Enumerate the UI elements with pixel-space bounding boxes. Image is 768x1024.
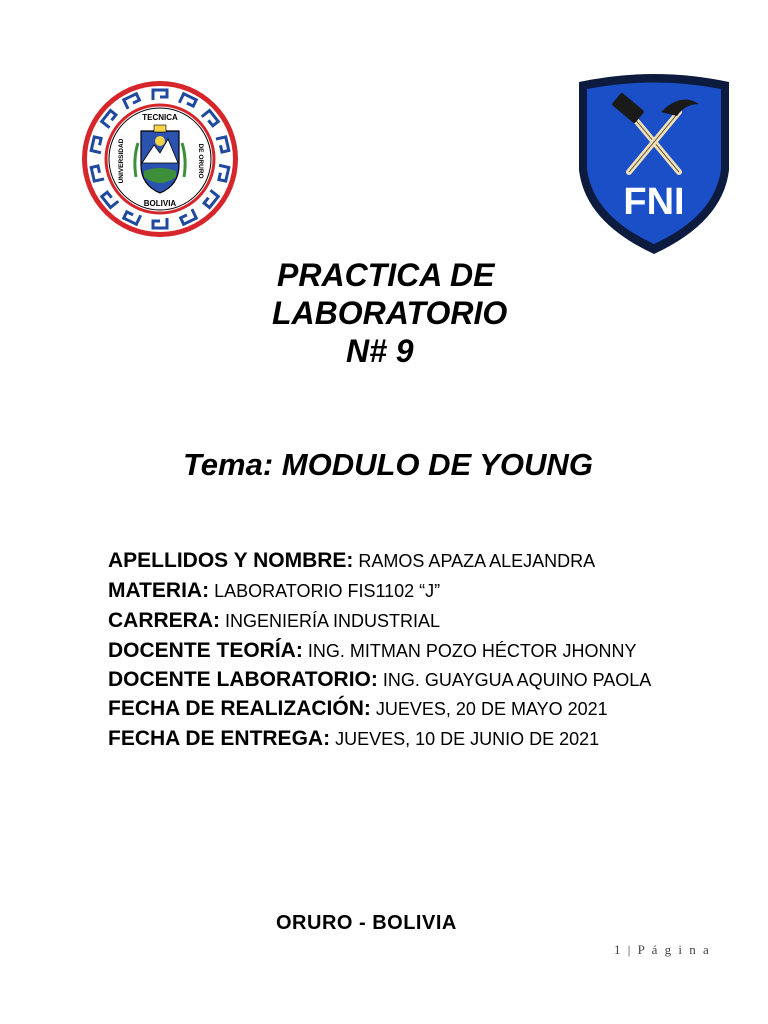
location-footer: ORURO - BOLIVIA [276,912,457,934]
field-career [108,606,748,636]
field-execution-date [108,694,748,724]
title-line-3: N# 9 [346,333,414,369]
fni-logo [573,72,735,256]
field-name [108,546,748,576]
field-delivery-date [108,724,748,754]
field-value: RAMOS APAZA ALEJANDRA [353,551,596,571]
field-value: JUEVES, 10 DE JUNIO DE 2021 [330,729,600,749]
field-value: ING. MITMAN POZO HÉCTOR JHONNY [302,641,637,661]
field-label: APELLIDOS Y NOMBRE: [108,549,354,572]
field-value: INGENIERÍA INDUSTRIAL [220,611,441,631]
field-label: CARRERA: [108,609,220,632]
document-topic: Tema: MODULO DE YOUNG [183,447,593,482]
seal-right-text: DE ORURO [197,143,204,179]
seal-top-text: TECNICA [142,113,178,122]
university-seal-logo [78,79,243,239]
field-value: LABORATORIO FIS1102 “J” [209,581,441,601]
field-label: DOCENTE TEORÍA: [108,639,303,662]
field-label: DOCENTE LABORATORIO: [108,668,378,691]
title-line-2: LABORATORIO [272,295,508,331]
title-line-1: PRACTICA DE [277,257,495,293]
seal-bottom-text: BOLIVIA [143,199,177,208]
seal-left-text: UNIVERSIDAD [118,138,125,184]
field-value: JUEVES, 20 DE MAYO 2021 [370,699,608,719]
field-subject [108,576,748,606]
fni-text: FNI [623,181,685,223]
student-info [108,546,748,754]
field-lab-teacher [108,666,748,694]
field-label: MATERIA: [108,579,210,602]
field-label: FECHA DE REALIZACIÓN: [108,697,371,720]
field-value: ING. GUAYGUA AQUINO PAOLA [377,670,652,690]
field-label: FECHA DE ENTREGA: [108,727,331,750]
field-theory-teacher [108,636,748,666]
page-number: 1 | P á g i n a [614,942,711,957]
